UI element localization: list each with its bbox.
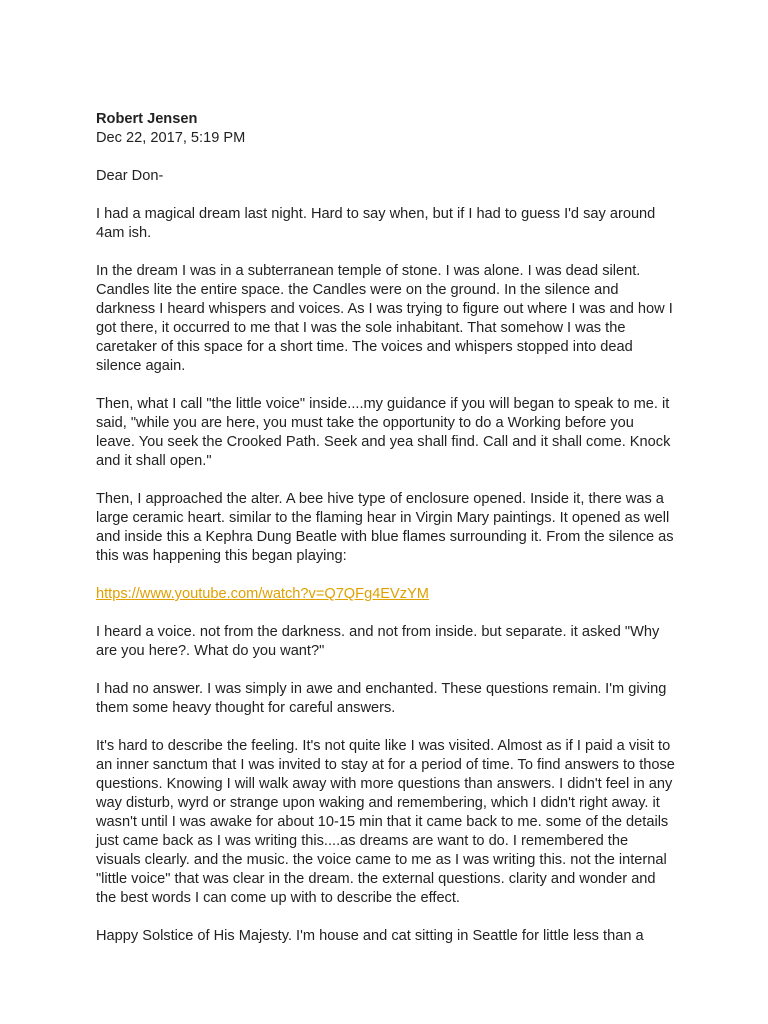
email-header: [96, 110, 676, 148]
paragraph: I had a magical dream last night. Hard to say when, but if I had to guess I'd say around 4am ish.: [96, 206, 656, 241]
sent-date: Dec 22, 2017, 5:19 PM: [96, 130, 246, 146]
paragraph: I had no answer. I was simply in awe and enchanted. These questions remain. I'm giving them some heavy thought for careful answers.: [96, 681, 667, 716]
paragraph: I heard a voice. not from the darkness. and not from inside. but separate. it asked "Why are you here?. What do you want?": [96, 624, 660, 659]
greeting: Dear Don-: [96, 168, 164, 184]
paragraph: It's hard to describe the feeling. It's not quite like I was visited. Almost as if I paid a visit to an inner sanctum that I was invited to stay at for a period of time. To find answers to those questions. Knowing I will walk away with more questions than answers. I didn't feel in any way disturb, wyrd or strange upon waking and remembering, which I didn't right away. it wasn't until I was awake for about 10-15 min that it came back to me. some of the details just came back as I was writing this....as dreams are want to do. I remembered the visuals clearly. and the music. the voice came to me as I was writing this. not the internal "little voice" that was clear in the dream. the external questions. clarity and wonder and the best words I can come up with to describe the effect.: [96, 738, 675, 906]
paragraph: Happy Solstice of His Majesty. I'm house and cat sitting in Seattle for little less than a: [96, 928, 644, 944]
link-paragraph: [96, 585, 676, 604]
youtube-link[interactable]: https://www.youtube.com/watch?v=Q7QFg4EVzYM: [96, 586, 429, 602]
sender-name: Robert Jensen: [96, 111, 198, 127]
paragraph: Then, I approached the alter. A bee hive type of enclosure opened. Inside it, there was a large ceramic heart. similar to the flaming hear in Virgin Mary paintings. It opened as well and inside this a Kephra Dung Beatle with blue flames surrounding it. From the silence as this was happening this began playing:: [96, 491, 674, 564]
paragraph: In the dream I was in a subterranean temple of stone. I was alone. I was dead silent. Candles lite the entire space. the Candles were on the ground. In the silence and darkness I heard whispers and voices. As I was trying to figure out where I was and how I got there, it occurred to me that I was the sole inhabitant. That somehow I was the caretaker of this space for a short time. The voices and whispers stopped into dead silence again.: [96, 263, 673, 374]
paragraph: Then, what I call "the little voice" inside....my guidance if you will began to speak to me. it said, "while you are here, you must take the opportunity to do a Working before you leave. You seek the Crooked Path. Seek and yea shall find. Call and it shall come. Knock and it shall open.": [96, 396, 671, 469]
email-body: [96, 110, 676, 965]
